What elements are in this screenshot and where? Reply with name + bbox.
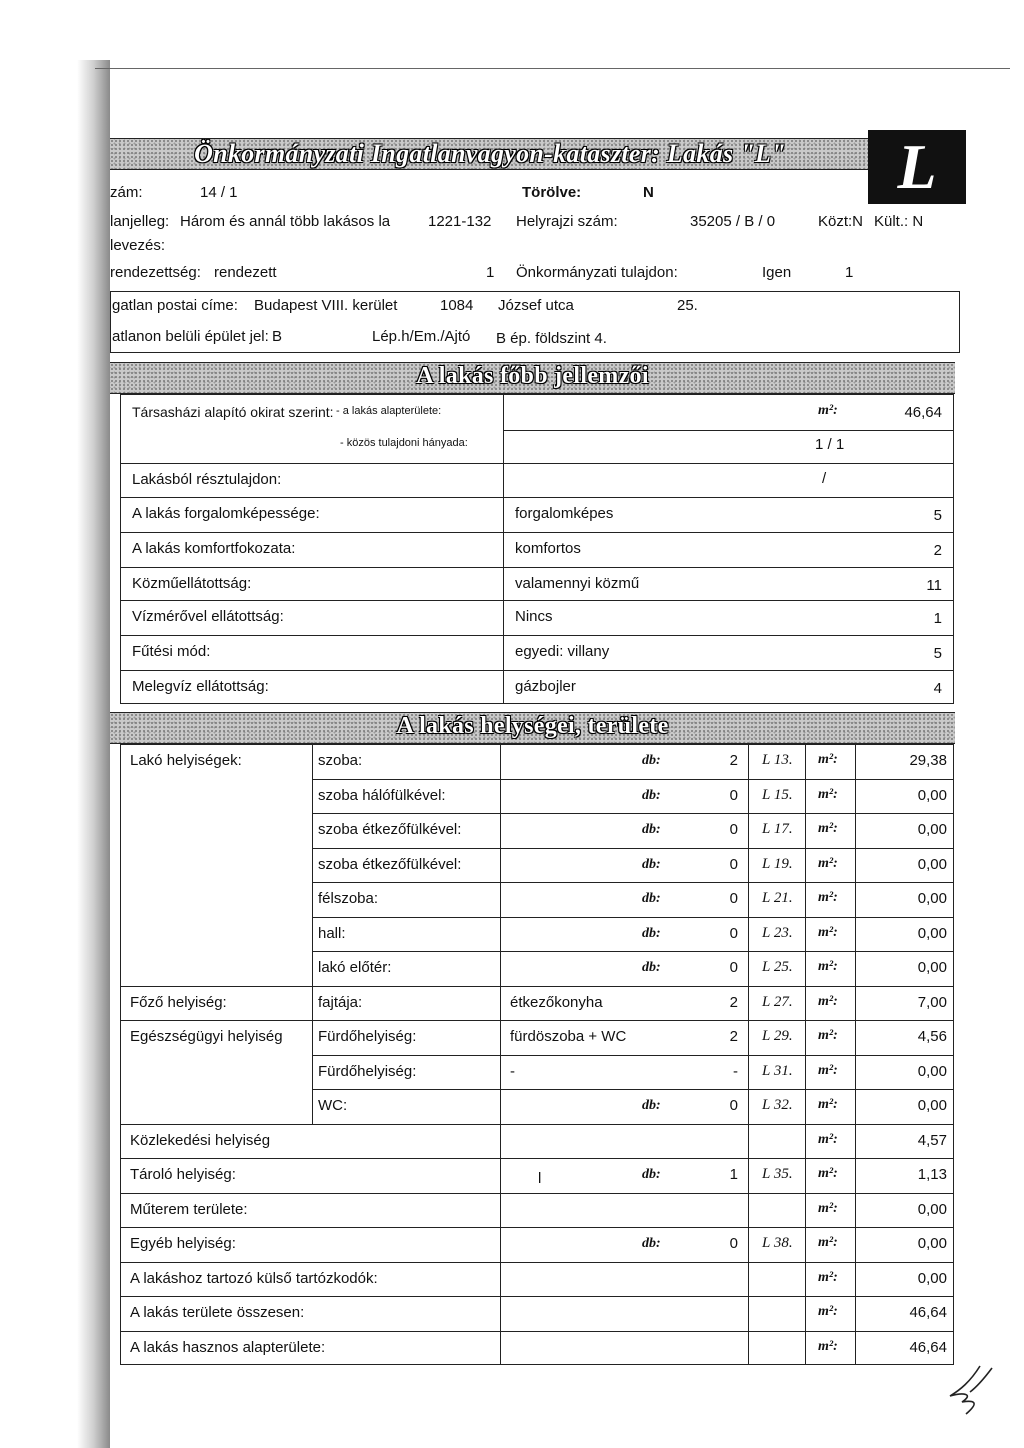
header-field-1-a: lanjelleg:	[110, 213, 170, 230]
room-db-label: db:	[642, 787, 661, 803]
room-db-label: db:	[642, 753, 661, 768]
feature-label: Vízmérővel ellátottság:	[132, 608, 284, 625]
room-name: Fürdőhelyiség:	[318, 1028, 417, 1045]
hanyad-value: 1 / 1	[815, 436, 845, 453]
room-code: L 32.	[762, 1097, 793, 1113]
extra-area: 1,13	[917, 1166, 947, 1183]
header-field-1-b: Három és annál több lakásos la	[180, 213, 391, 230]
features-row-line	[120, 670, 954, 671]
room-code: L 13.	[762, 752, 793, 768]
room-name: félszoba:	[318, 890, 379, 907]
room-name: hall:	[318, 924, 346, 942]
room-db-label: db:	[642, 960, 661, 975]
room-code: L 17.	[762, 821, 793, 837]
features-row-line	[503, 430, 954, 431]
features-divider	[503, 394, 504, 704]
building-code: B	[272, 328, 283, 345]
feature-code: 5	[933, 645, 942, 662]
feature-value: Nincs	[515, 608, 553, 625]
room-area: 4,56	[917, 1028, 947, 1045]
rooms-title: A lakás helységei, területe	[396, 713, 669, 739]
extra-label: A lakás hasznos alapterülete:	[130, 1338, 326, 1356]
room-code: L 29.	[762, 1028, 793, 1044]
room-name: szoba:	[318, 752, 363, 769]
rooms-row-line	[120, 1158, 954, 1159]
features-row-line	[120, 635, 954, 636]
alapito-label: Társasházi alapító okirat szerint:	[132, 404, 334, 420]
header-title: Önkormányzati Ingatlanvagyon-kataszter: Lakás "L"	[194, 139, 786, 168]
extra-m2-label: m²:	[818, 1166, 838, 1181]
room-db-label: db:	[642, 822, 661, 837]
features-row-line	[120, 567, 954, 568]
header-field-1-c: 1221-132	[428, 213, 492, 230]
room-count: 2	[729, 993, 738, 1011]
alapterulet-unit: m²:	[818, 403, 838, 418]
address-box	[110, 291, 960, 353]
header-field-3-f: 1	[845, 264, 854, 281]
extra-m2-label: m²:	[818, 1269, 838, 1285]
header-field-0-a: zám:	[110, 184, 143, 201]
resztulajdon-label: Lakásból résztulajdon:	[132, 471, 282, 488]
rooms-row-line	[120, 1124, 954, 1125]
room-area: 0,00	[917, 959, 947, 976]
extra-mark: l	[538, 1170, 542, 1187]
room-count: 0	[729, 786, 738, 804]
room-count: 2	[729, 752, 738, 769]
extra-area: 0,00	[917, 1200, 947, 1218]
room-count: 0	[729, 855, 738, 873]
rooms-row-line	[120, 986, 954, 987]
room-m2-label: m²:	[818, 1062, 838, 1078]
rooms-row-line	[312, 917, 954, 918]
extra-db-label: db:	[642, 1167, 661, 1182]
room-m2-label: m²:	[818, 786, 838, 802]
header-field-3-c: 1	[486, 264, 495, 281]
extra-label: Tároló helyiség:	[130, 1166, 236, 1183]
feature-code: 4	[933, 680, 942, 697]
extra-label: Egyéb helyiség:	[130, 1235, 236, 1252]
extra-area: 46,64	[909, 1304, 947, 1321]
room-m2-label: m²:	[818, 752, 838, 767]
rooms-row-line	[120, 1020, 954, 1021]
extra-label: Műterem területe:	[130, 1200, 248, 1218]
room-area: 0,00	[917, 924, 947, 942]
feature-code: 1	[933, 610, 942, 627]
extra-area: 4,57	[917, 1131, 947, 1149]
room-db-label: db:	[642, 1098, 661, 1113]
header-field-3-e: Igen	[762, 264, 792, 281]
building-label: atlanon belüli épület jel:	[112, 328, 269, 345]
rooms-row-line	[312, 1055, 954, 1056]
address-zip: 1084	[440, 297, 474, 314]
rooms-row-line	[312, 951, 954, 952]
features-row-line	[120, 497, 954, 498]
room-code: L 21.	[762, 890, 793, 906]
extra-m2-label: m²:	[818, 1304, 838, 1319]
scan-left-edge	[0, 60, 110, 1448]
extra-code: L 35.	[762, 1166, 793, 1182]
extra-label: A lakáshoz tartozó külső tartózkodók:	[130, 1269, 378, 1287]
room-count: 0	[729, 890, 738, 907]
room-name: lakó előtér:	[318, 959, 392, 976]
room-m2-label: m²:	[818, 855, 838, 871]
feature-value: valamennyi közmű	[515, 575, 640, 592]
alapterulet-label: - a lakás alapterülete:	[336, 405, 442, 417]
room-type: fürdöszoba + WC	[510, 1028, 627, 1045]
room-area: 0,00	[917, 890, 947, 907]
room-area: 0,00	[917, 821, 947, 838]
room-name: Fürdőhelyiség:	[318, 1062, 417, 1080]
feature-label: Fűtési mód:	[132, 643, 211, 660]
header-field-3-b: rendezett	[214, 264, 277, 281]
rooms-row-line	[120, 1227, 954, 1228]
room-area: 29,38	[909, 752, 947, 769]
fozo-group-label: Főző helyiség:	[130, 993, 227, 1011]
header-field-0-c: Törölve:	[522, 184, 582, 201]
rooms-row-line	[312, 1089, 954, 1090]
feature-label: A lakás komfortfokozata:	[132, 540, 296, 557]
rooms-row-line	[120, 1262, 954, 1263]
room-m2-label: m²:	[818, 821, 838, 836]
feature-value: egyedi: villany	[515, 643, 610, 660]
lako-group-label: Lakó helyiségek:	[130, 752, 242, 769]
rooms-row-line	[312, 779, 954, 780]
rooms-row-line	[312, 813, 954, 814]
room-count: 0	[729, 924, 738, 942]
room-count: 2	[729, 1028, 738, 1045]
extra-m2-label: m²:	[818, 1235, 838, 1250]
feature-label: A lakás forgalomképessége:	[132, 505, 320, 522]
room-m2-label: m²:	[818, 959, 838, 974]
alapterulet-value: 46,64	[904, 404, 942, 421]
rooms-row-line	[120, 1193, 954, 1194]
extra-db-label: db:	[642, 1236, 661, 1251]
header-field-2-a: levezés:	[110, 237, 166, 254]
address-street: József utca	[498, 297, 574, 314]
feature-label: Közműellátottság:	[132, 575, 252, 592]
room-area: 0,00	[917, 1062, 947, 1080]
scan-top-rule	[95, 68, 1010, 69]
room-name: szoba étkezőfülkével:	[318, 855, 462, 873]
room-db-label: db:	[642, 856, 661, 872]
room-code: L 25.	[762, 959, 793, 975]
building-lep_value: B ép. földszint 4.	[496, 330, 607, 347]
egeszseg-group-label: Egészségügyi helyiség	[130, 1028, 283, 1045]
room-code: L 31.	[762, 1062, 793, 1079]
address-city: Budapest VIII. kerület	[254, 297, 398, 314]
resztulajdon-value: /	[822, 470, 827, 487]
features-row-line	[120, 600, 954, 601]
feature-code: 11	[926, 577, 942, 594]
header-field-3-d: Önkormányzati tulajdon:	[516, 264, 678, 281]
room-m2-label: m²:	[818, 1028, 838, 1043]
extra-code: L 38.	[762, 1235, 793, 1251]
extra-count: 0	[729, 1235, 738, 1252]
room-m2-label: m²:	[818, 924, 838, 940]
room-name: WC:	[318, 1097, 348, 1114]
room-area: 0,00	[917, 1097, 947, 1114]
room-count: -	[733, 1062, 738, 1080]
room-code: L 19.	[762, 855, 793, 872]
room-area: 0,00	[917, 786, 947, 804]
rooms-row-line	[312, 848, 954, 849]
extra-area: 46,64	[909, 1338, 947, 1356]
extra-count: 1	[729, 1166, 738, 1183]
room-db-label: db:	[642, 891, 661, 906]
room-count: 0	[729, 959, 738, 976]
category-badge-letter: L	[897, 131, 937, 202]
features-title: A lakás főbb jellemzői	[416, 363, 649, 389]
features-banner	[110, 362, 955, 394]
address-label: gatlan postai címe:	[112, 297, 238, 314]
feature-value: forgalomképes	[515, 505, 614, 522]
header-field-1-d: Helyrajzi szám:	[516, 213, 618, 230]
signature-mark	[940, 1362, 1000, 1422]
header-field-1-e: 35205 / B / 0	[690, 213, 776, 230]
feature-code: 2	[933, 542, 942, 559]
rooms-banner	[110, 712, 955, 744]
header-field-3-a: rendezettség:	[110, 264, 201, 281]
extra-m2-label: m²:	[818, 1131, 838, 1147]
header-field-0-d: N	[643, 184, 654, 201]
room-name: szoba hálófülkével:	[318, 786, 446, 804]
rooms-row-line	[120, 1331, 954, 1332]
header-banner	[110, 138, 870, 170]
room-area: 7,00	[917, 993, 947, 1011]
room-type: -	[510, 1062, 515, 1080]
feature-code: 5	[933, 507, 942, 524]
room-name: fajtája:	[318, 993, 363, 1011]
header-field-1-f: Közt:N	[818, 213, 864, 230]
rooms-col-name	[312, 744, 313, 1124]
address-number: 25.	[677, 297, 698, 314]
room-code: L 27.	[762, 993, 793, 1010]
features-row-line	[120, 532, 954, 533]
room-type: étkezőkonyha	[510, 993, 603, 1011]
room-m2-label: m²:	[818, 993, 838, 1009]
room-db-label: db:	[642, 925, 661, 941]
room-code: L 15.	[762, 786, 793, 803]
rooms-row-line	[312, 882, 954, 883]
header-field-0-b: 14 / 1	[200, 184, 238, 201]
header-field-1-g: Kült.: N	[874, 213, 924, 230]
extra-m2-label: m²:	[818, 1338, 838, 1354]
extra-m2-label: m²:	[818, 1200, 838, 1216]
category-badge	[868, 130, 966, 204]
room-area: 0,00	[917, 855, 947, 873]
room-code: L 23.	[762, 924, 793, 941]
feature-value: gázbojler	[515, 678, 576, 695]
extra-area: 0,00	[917, 1269, 947, 1287]
features-row-line	[120, 463, 954, 464]
extra-label: Közlekedési helyiség	[130, 1131, 271, 1149]
extra-area: 0,00	[917, 1235, 947, 1252]
feature-label: Melegvíz ellátottság:	[132, 678, 269, 695]
building-lep_label: Lép.h/Em./Ajtó	[372, 328, 471, 345]
hanyad-label: - közös tulajdoni hányada:	[340, 437, 468, 449]
room-count: 0	[729, 1097, 738, 1114]
room-m2-label: m²:	[818, 1097, 838, 1112]
room-count: 0	[729, 821, 738, 838]
room-name: szoba étkezőfülkével:	[318, 821, 462, 838]
extra-label: A lakás területe összesen:	[130, 1304, 305, 1321]
room-m2-label: m²:	[818, 890, 838, 905]
rooms-row-line	[120, 1296, 954, 1297]
feature-value: komfortos	[515, 540, 581, 557]
